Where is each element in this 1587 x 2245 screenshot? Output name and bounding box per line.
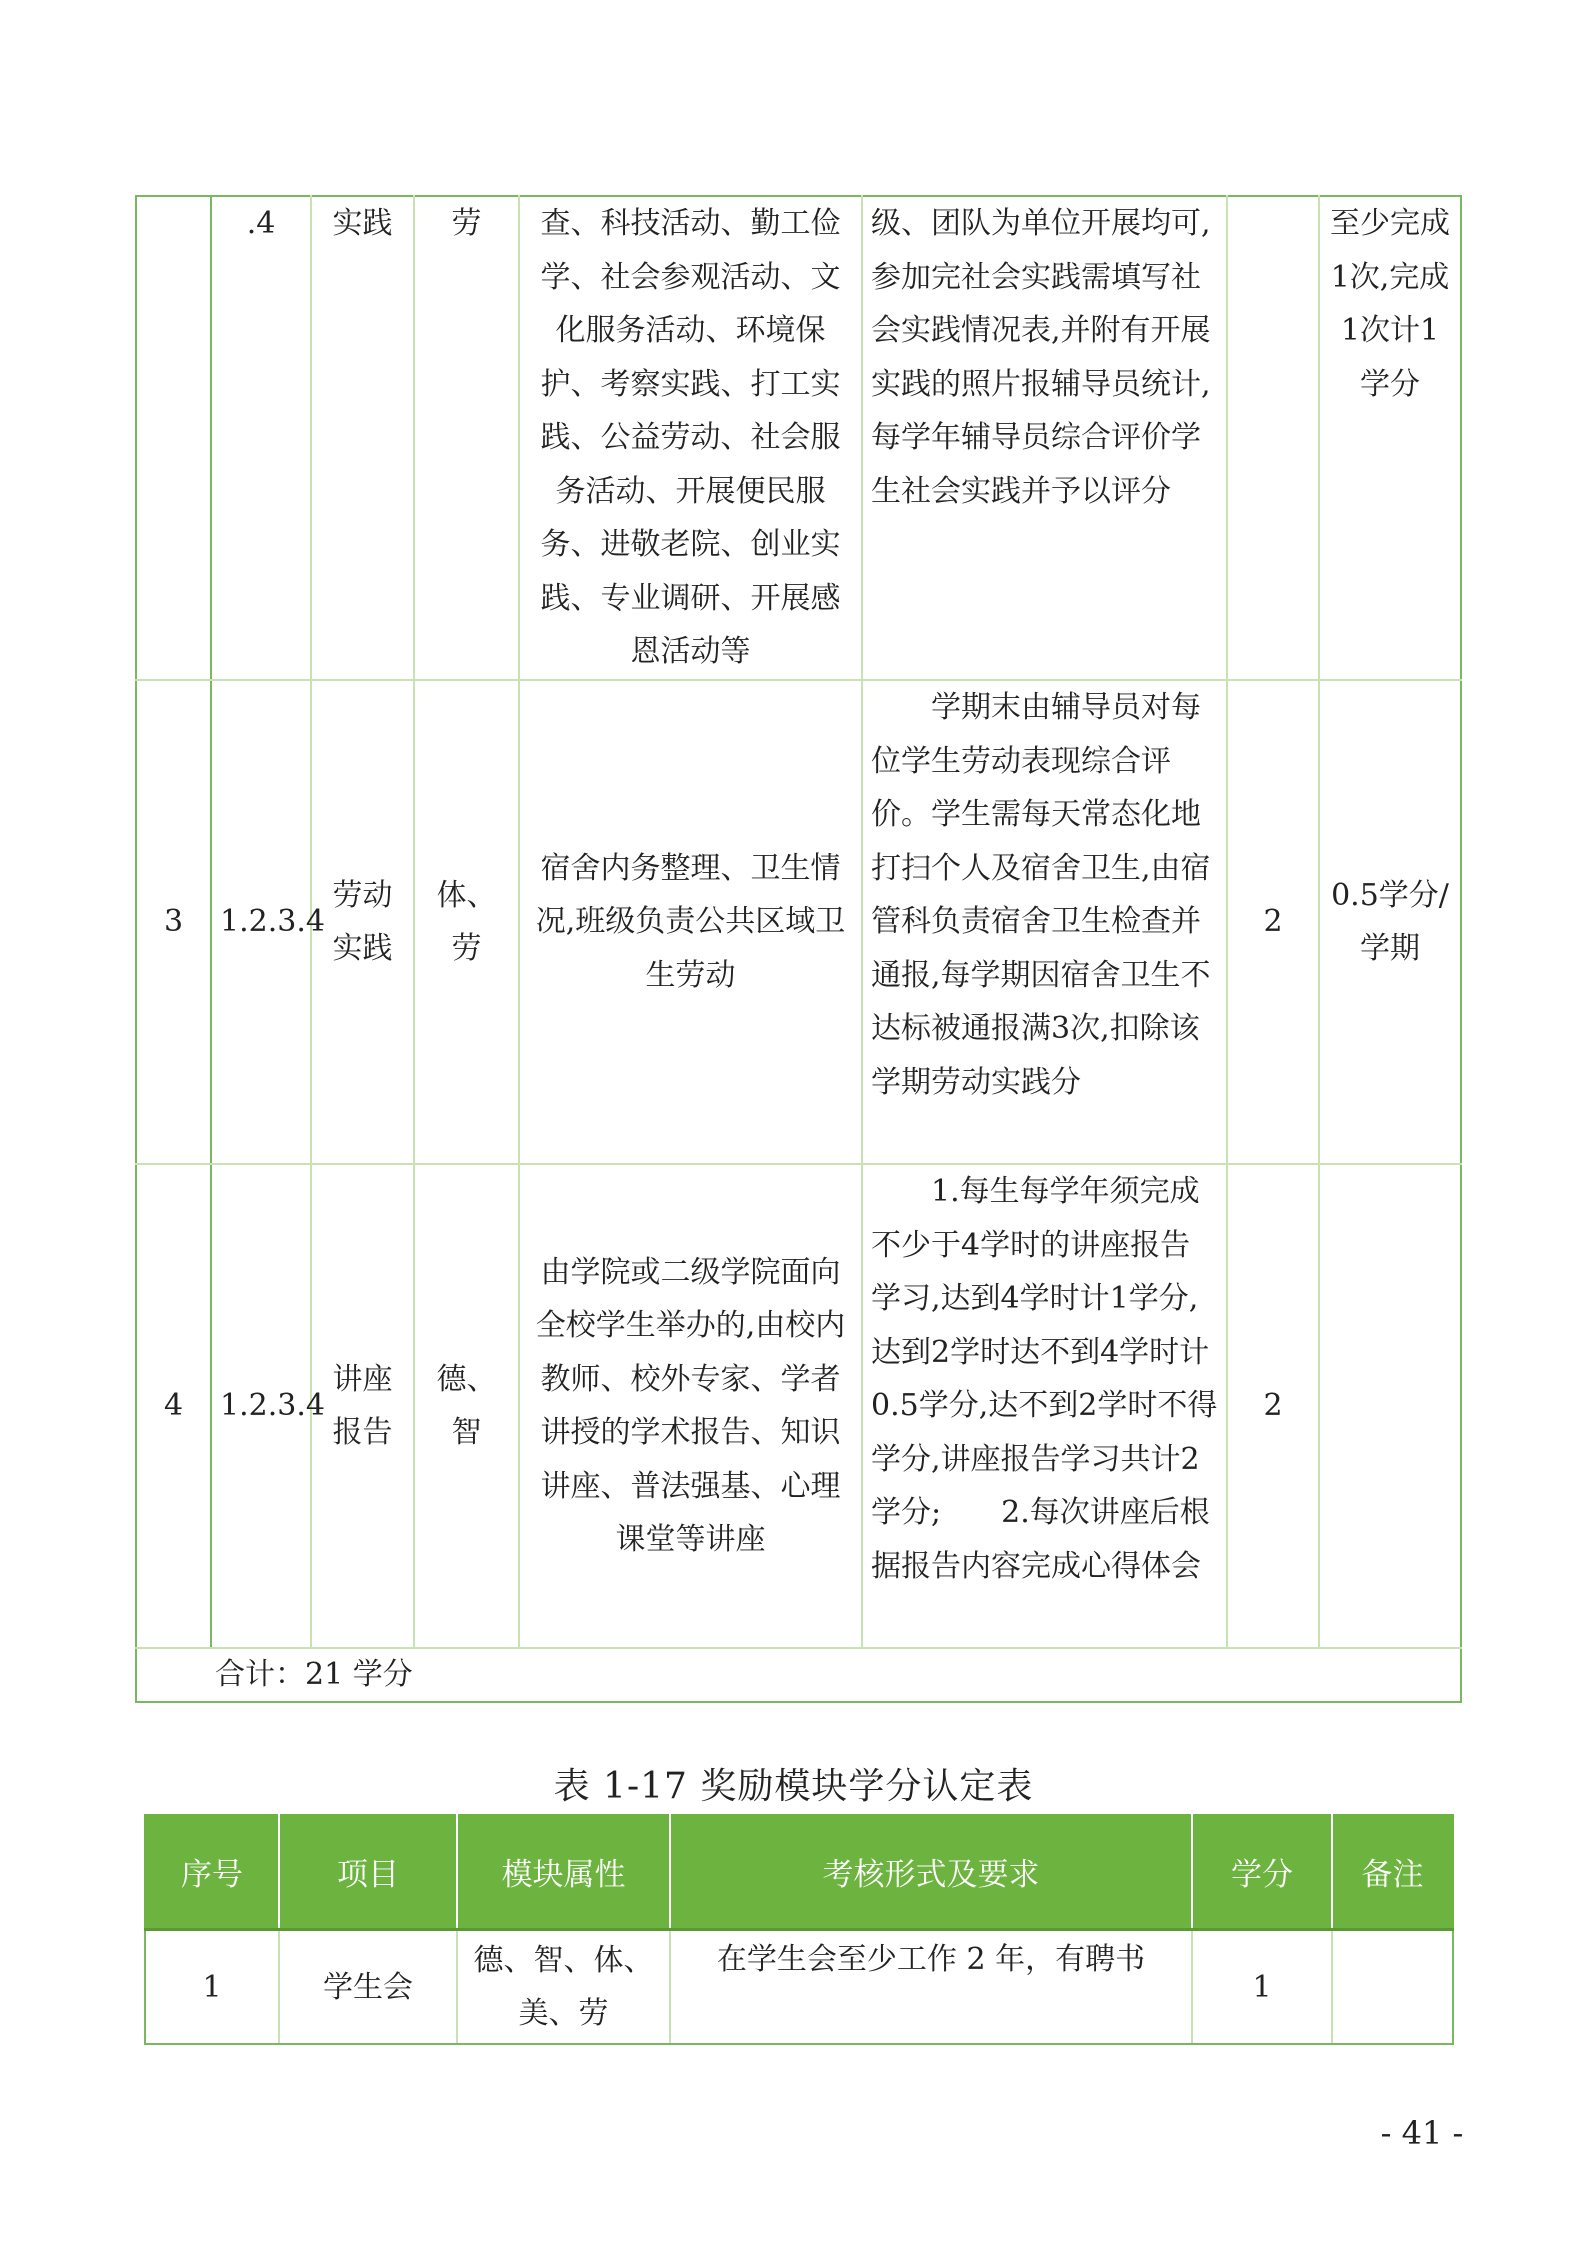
header-attr: 模块属性 [457, 1814, 670, 1930]
header-no: 序号 [145, 1814, 279, 1930]
page-number: - 41 - [1380, 2114, 1464, 2152]
row-requirement: 级、团队为单位开展均可,参加完社会实践需填写社会实践情况表,并附有开展实践的照片报辅导员统计,每学年辅导员综合评价学生社会实践并予以评分 [862, 196, 1227, 680]
row-item: 学生会 [279, 1930, 457, 2045]
table-row [136, 1164, 1461, 1648]
row-no: 3 [136, 680, 211, 1164]
table-caption: 表 1-17 奖励模块学分认定表 [553, 1766, 1034, 1807]
row-code: 1.2.3.4 [211, 680, 311, 1164]
row-name: 劳动实践 [311, 680, 414, 1164]
total-row [136, 1648, 1461, 1702]
row-attr: 劳 [414, 196, 519, 680]
row-note: 0.5学分/学期 [1319, 680, 1461, 1164]
row-note [1319, 1164, 1461, 1648]
header-credit: 学分 [1192, 1814, 1332, 1930]
credit-table-continued [135, 195, 1462, 1703]
row-code: .4 [211, 196, 311, 680]
reward-credit-table [144, 1814, 1454, 2045]
row-credit [1227, 196, 1319, 680]
row-no: 1 [145, 1930, 279, 2045]
header-note: 备注 [1332, 1814, 1453, 1930]
header-requirement: 考核形式及要求 [670, 1814, 1192, 1930]
row-requirement: 学期末由辅导员对每位学生劳动表现综合评价。学生需每天常态化地打扫个人及宿舍卫生,由宿管科负责宿舍卫生检查并通报,每学期因宿舍卫生不达标被通报满3次,扣除该学期劳动实践分 [862, 680, 1227, 1164]
total-credits: 合计：21 学分 [136, 1648, 1461, 1702]
row-no: 4 [136, 1164, 211, 1648]
row-no [136, 196, 211, 680]
row-content: 宿舍内务整理、卫生情况,班级负责公共区域卫生劳动 [519, 680, 862, 1164]
row-note: 至少完成1次,完成1次计1学分 [1319, 196, 1461, 680]
header-item: 项目 [279, 1814, 457, 1930]
row-content: 由学院或二级学院面向全校学生举办的,由校内教师、校外专家、学者讲授的学术报告、知识讲座、普法强基、心理课堂等讲座 [519, 1164, 862, 1648]
row-code: 1.2.3.4 [211, 1164, 311, 1648]
table-row [136, 680, 1461, 1164]
table-row [145, 1930, 1453, 2045]
row-credit: 2 [1227, 1164, 1319, 1648]
row-credit: 1 [1192, 1930, 1332, 2045]
row-attr: 体、劳 [414, 680, 519, 1164]
row-attr: 德、智 [414, 1164, 519, 1648]
row-attr: 德、智、体、美、劳 [457, 1930, 670, 2045]
table-header-row [145, 1814, 1453, 1930]
row-content: 查、科技活动、勤工俭学、社会参观活动、文化服务活动、环境保护、考察实践、打工实践、公益劳动、社会服务活动、开展便民服务、进敬老院、创业实践、专业调研、开展感恩活动等 [519, 196, 862, 680]
row-requirement: 1.每生每学年须完成不少于4学时的讲座报告学习,达到4学时计1学分,达到2学时达不到4学时计0.5学分,达不到2学时不得学分,讲座报告学习共计2学分; 2.每次讲座后根据报告内容完成心得体会 [862, 1164, 1227, 1648]
row-note [1332, 1930, 1453, 2045]
row-name: 实践 [311, 196, 414, 680]
row-credit: 2 [1227, 680, 1319, 1164]
table-row [136, 196, 1461, 680]
row-name: 讲座报告 [311, 1164, 414, 1648]
row-requirement: 在学生会至少工作 2 年，有聘书 [670, 1930, 1192, 2045]
